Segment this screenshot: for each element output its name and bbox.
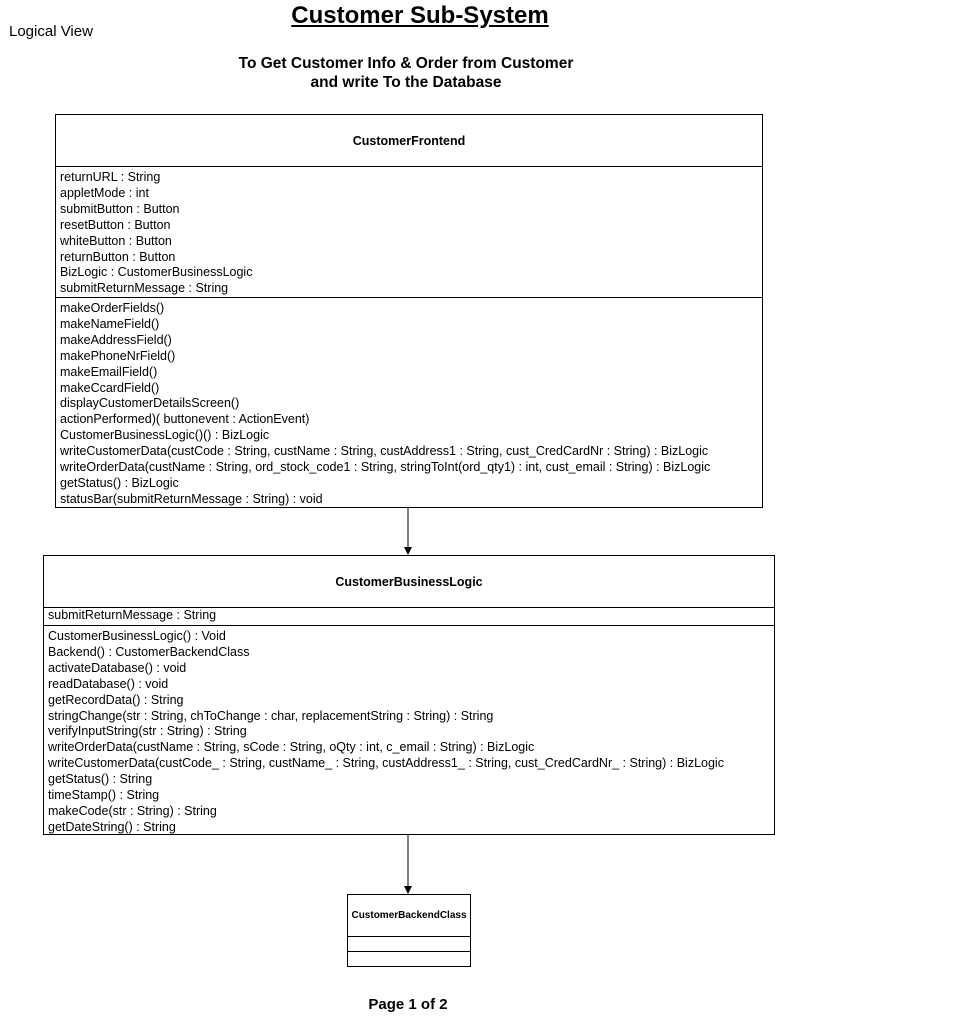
operation-item: writeCustomerData(custCode_ : String, custName_ : String, custAddress1_ : String, cust_CredCardNr_ : String) : BizLogic [48,756,724,771]
operation-item: writeOrderData(custName : String, sCode : String, oQty : int, c_email : String) : BizLogic [48,740,535,755]
operation-item: makeEmailField() [60,364,158,379]
operation-item: getRecordData() : String [48,692,184,707]
operation-item: CustomerBusinessLogic()() : BizLogic [60,428,270,443]
operation-item: makeAddressField() [60,332,172,347]
operations-compartment [44,626,774,836]
attribute-item: returnButton : Button [60,249,176,264]
class-name: CustomerBackendClass [348,895,470,937]
operation-item: makePhoneNrField() [60,348,176,363]
operation-item: makeCcardField() [60,380,160,395]
attribute-item: submitButton : Button [60,201,180,216]
attribute-item: returnURL : String [60,170,161,184]
page-title: Customer Sub-System [291,2,549,29]
attribute-item: appletMode : int [60,185,149,200]
operation-item: actionPerformed)( buttonevent : ActionEvent) [60,412,310,427]
operation-item: stringChange(str : String, chToChange : char, replacementString : String) : String [48,708,494,723]
operation-item: writeOrderData(custName : String, ord_stock_code1 : String, stringToInt(ord_qty1) : int, cust_email : String) : BizLogic [60,460,711,475]
operation-item: makeOrderFields() [60,301,165,315]
attribute-item: submitReturnMessage : String [60,281,229,296]
operation-item: Backend() : CustomerBackendClass [48,644,250,659]
operation-item: getDateString() : String [48,819,176,834]
attributes-compartment [44,608,774,626]
class-box-customer-business-logic[interactable] [43,555,775,835]
attributes-compartment [348,937,470,952]
operation-item: displayCustomerDetailsScreen() [60,396,240,411]
operations-compartment [56,298,762,508]
operation-item: makeNameField() [60,316,160,331]
attributes-compartment [56,167,762,298]
operations-compartment [348,952,470,967]
operation-item: verifyInputString(str : String) : String [48,724,247,739]
class-name: CustomerFrontend [56,115,762,167]
view-label: Logical View [9,23,93,40]
attribute-item: resetButton : Button [60,217,171,232]
class-box-customer-frontend[interactable] [55,114,763,508]
operation-item: makeCode(str : String) : String [48,803,217,818]
operation-item: readDatabase() : void [48,676,169,691]
attribute-item: submitReturnMessage : String [48,608,217,622]
operation-item: timeStamp() : String [48,788,160,803]
operation-item: writeCustomerData(custCode : String, custName : String, custAddress1 : String, cust_CredCardNr : String) : BizLogic [60,444,709,459]
page-number: Page 1 of 2 [368,996,448,1013]
operation-item: getStatus() : String [48,772,153,787]
class-box-customer-backend-class[interactable] [347,894,471,967]
operation-item: activateDatabase() : void [48,660,187,675]
attribute-item: BizLogic : CustomerBusinessLogic [60,265,253,280]
subtitle-line-1: To Get Customer Info & Order from Customer [238,55,574,72]
attribute-item: whiteButton : Button [60,233,172,248]
operation-item: statusBar(submitReturnMessage : String) : void [60,491,323,506]
operation-item: CustomerBusinessLogic() : Void [48,629,226,643]
operation-item: getStatus() : BizLogic [60,475,179,490]
class-name: CustomerBusinessLogic [44,556,774,608]
subtitle-line-2: and write To the Database [310,74,502,91]
